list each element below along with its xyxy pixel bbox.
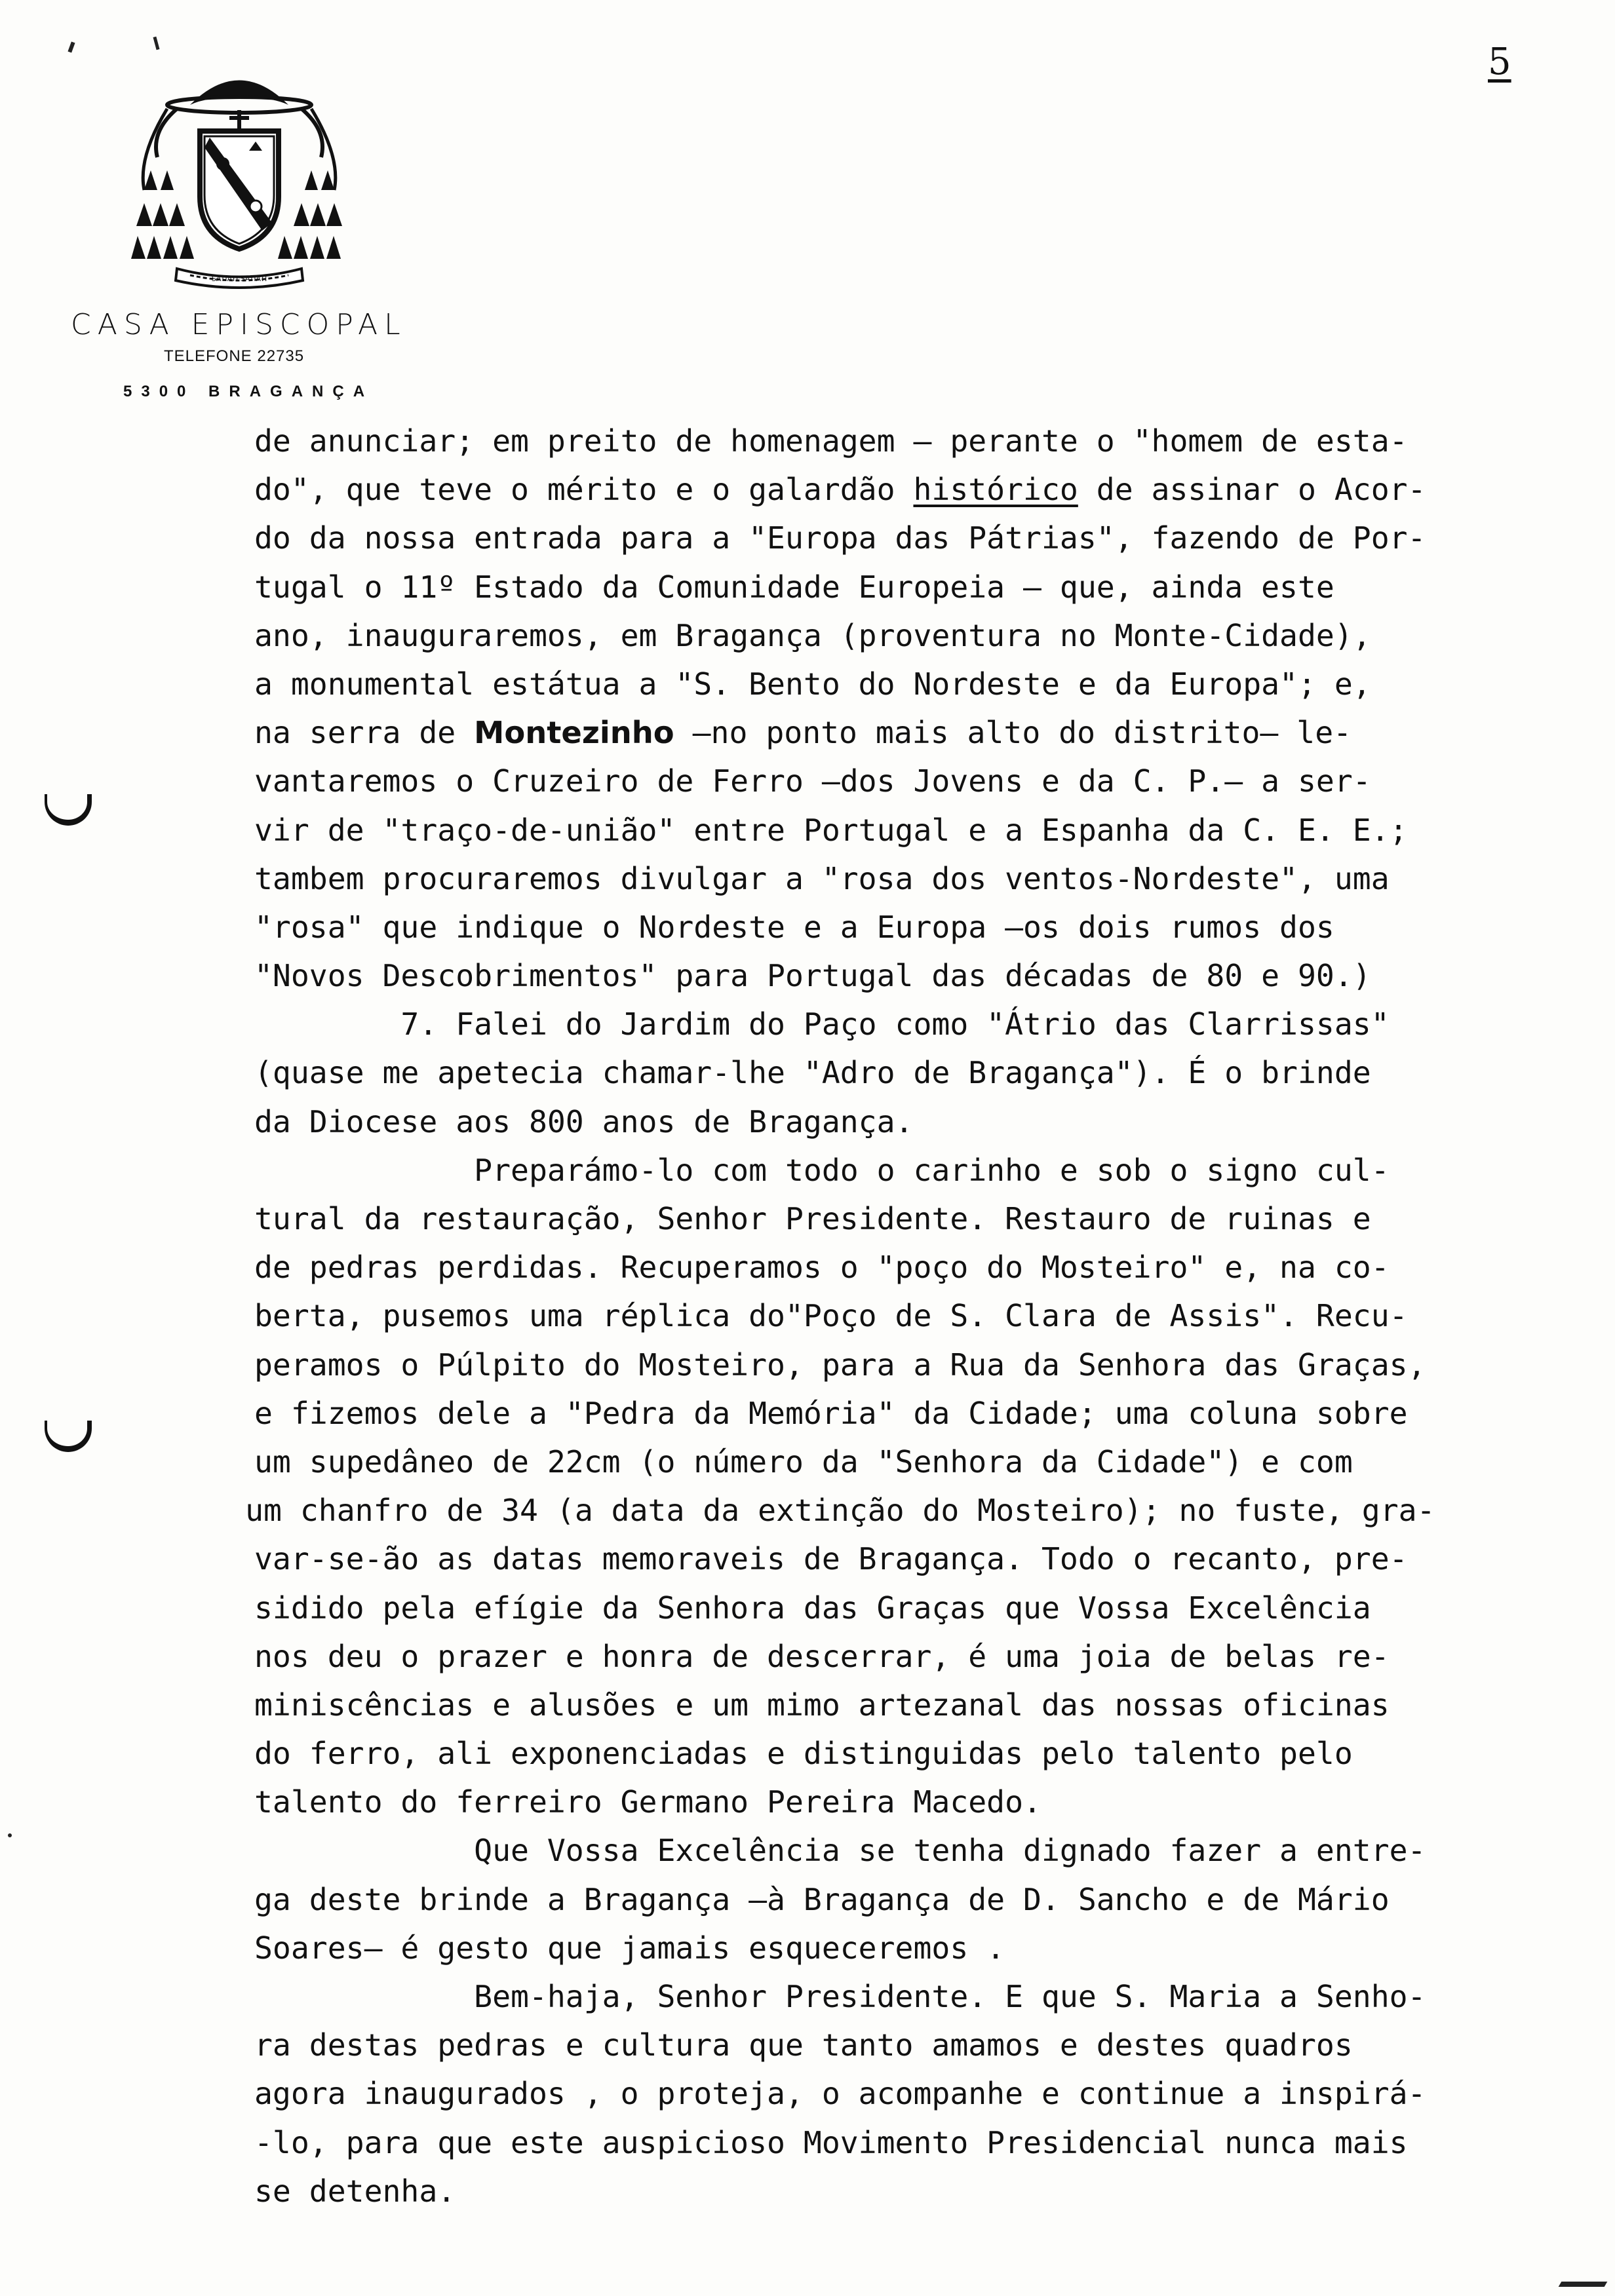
text-line xyxy=(254,1729,1513,1778)
text-line-content: da Diocese aos 800 anos de Bragança. xyxy=(254,1103,914,1139)
text-line-content: tugal o 11º Estado da Comunidade Europeia — que, ainda este xyxy=(254,569,1334,605)
text-line-content: de pedras perdidas. Recuperamos o "poço do Mosteiro" e, na co- xyxy=(254,1250,1390,1286)
text-line xyxy=(254,757,1513,805)
text-line-content: tambem procuraremos divulgar a "rosa dos ventos-Nordeste", uma xyxy=(254,860,1390,896)
text-segment: —no ponto mais alto do distrito— le- xyxy=(674,715,1352,751)
text-line-content: agora inaugurados , o proteja, o acompanhe e continue a inspirá- xyxy=(254,2076,1426,2112)
text-line xyxy=(254,1778,1513,1826)
text-line-content: nos deu o prazer e honra de descerrar, é uma joia de belas re- xyxy=(254,1638,1390,1674)
speck xyxy=(68,41,75,52)
margin-mark xyxy=(45,1421,92,1452)
text-line xyxy=(254,2069,1513,2118)
text-line-content: "rosa" que indique o Nordeste e a Europa —os dois rumos dos xyxy=(254,909,1334,945)
text-line-content: vir de "traço-de-união" entre Portugal e a Espanha da C. E. E.; xyxy=(254,812,1408,848)
text-line-content: do da nossa entrada para a "Europa das Pátrias", fazendo de Por- xyxy=(254,520,1426,556)
text-line xyxy=(254,1243,1513,1292)
text-line xyxy=(254,1681,1513,1729)
text-line-content: peramos o Púlpito do Mosteiro, para a Rua da Senhora das Graças, xyxy=(254,1347,1426,1383)
text-line xyxy=(254,417,1513,465)
text-line-content: se detenha. xyxy=(254,2173,456,2209)
text-line-content: "Novos Descobrimentos" para Portugal das décadas de 80 e 90.) xyxy=(254,958,1371,994)
text-line xyxy=(254,1292,1513,1340)
text-line xyxy=(254,806,1513,854)
text-line xyxy=(254,1048,1513,1097)
corner-smudge xyxy=(1559,2282,1608,2287)
letterhead-phone: TELEFONE 22735 xyxy=(164,347,305,365)
text-line xyxy=(254,563,1513,611)
text-line xyxy=(254,2118,1513,2167)
text-line xyxy=(254,1826,1513,1875)
letterhead-city: 5300 BRAGANÇA xyxy=(123,383,374,400)
text-segment: de assinar o Acor- xyxy=(1078,472,1426,508)
letter-body xyxy=(245,417,1513,2215)
text-line-content: um supedâneo de 22cm (o número da "Senhora da Cidade") e com xyxy=(254,1444,1353,1480)
speck xyxy=(153,37,159,50)
page-number: 5 xyxy=(1488,41,1511,83)
text-line xyxy=(254,1000,1513,1048)
bold-word: Montezinho xyxy=(474,715,674,751)
text-line xyxy=(254,2167,1513,2215)
text-line-content: tural da restauração, Senhor Presidente. Restauro de ruinas e xyxy=(254,1201,1371,1236)
text-line-content: Que Vossa Excelência se tenha dignado fazer a entre- xyxy=(254,1833,1426,1869)
text-line-content: miniscências e alusões e um mimo artezanal das nossas oficinas xyxy=(254,1687,1390,1723)
text-line-content: talento do ferreiro Germano Pereira Macedo. xyxy=(254,1784,1041,1820)
coat-of-arms-icon xyxy=(131,59,347,295)
text-line-content: a monumental estátua a "S. Bento do Nordeste e da Europa"; e, xyxy=(254,666,1371,702)
text-segment: do", que teve o mérito e o galardão xyxy=(254,472,914,508)
motto-text: SATIATI SATIATI xyxy=(211,275,267,283)
text-line xyxy=(254,1875,1513,1924)
text-line-content: (quase me apetecia chamar-lhe "Adro de Bragança"). É o brinde xyxy=(254,1055,1371,1091)
text-line xyxy=(254,1535,1513,1583)
margin-mark xyxy=(45,794,92,826)
text-line-content: Preparámo-lo com todo o carinho e sob o signo cul- xyxy=(254,1152,1390,1188)
text-line xyxy=(254,1341,1513,1389)
text-line xyxy=(254,1195,1513,1243)
text-line-content: Soares— é gesto que jamais esqueceremos . xyxy=(254,1930,1005,1966)
text-line xyxy=(254,660,1513,708)
letterhead-title: CASA EPISCOPAL xyxy=(71,308,407,341)
text-line-content: berta, pusemos uma réplica do"Poço de S. Clara de Assis". Recu- xyxy=(254,1298,1408,1334)
text-line xyxy=(254,708,1513,757)
text-line xyxy=(254,611,1513,660)
text-line-content: var-se-ão as datas memoraveis de Bragança. Todo o recanto, pre- xyxy=(254,1541,1408,1577)
text-line xyxy=(254,2021,1513,2069)
text-line-content: ga deste brinde a Bragança —à Bragança de D. Sancho e de Mário xyxy=(254,1881,1390,1917)
text-line xyxy=(254,1972,1513,2021)
text-line-content: ra destas pedras e cultura que tanto amamos e destes quadros xyxy=(254,2027,1353,2063)
text-line-content: vantaremos o Cruzeiro de Ferro —dos Jovens e da C. P.— a ser- xyxy=(254,763,1371,799)
text-line xyxy=(254,1924,1513,1972)
text-line xyxy=(254,1389,1513,1438)
text-line-content: e fizemos dele a "Pedra da Memória" da Cidade; uma coluna sobre xyxy=(254,1395,1408,1431)
text-line xyxy=(254,1438,1513,1486)
text-line xyxy=(254,854,1513,903)
text-line-content: do ferro, ali exponenciadas e distinguidas pelo talento pelo xyxy=(254,1736,1353,1772)
text-line-content: -lo, para que este auspicioso Movimento Presidencial nunca mais xyxy=(254,2124,1408,2160)
text-line-content: de anunciar; em preito de homenagem — perante o "homem de esta- xyxy=(254,423,1408,459)
text-line xyxy=(254,1146,1513,1195)
text-line-content: sidido pela efígie da Senhora das Graças que Vossa Excelência xyxy=(254,1590,1371,1626)
text-line xyxy=(254,951,1513,1000)
text-line-content: um chanfro de 34 (a data da extinção do Mosteiro); no fuste, gra- xyxy=(245,1493,1435,1529)
text-line xyxy=(254,1632,1513,1681)
text-line xyxy=(254,1098,1513,1146)
text-line-content: 7. Falei do Jardim do Paço como "Átrio das Clarrissas" xyxy=(254,1006,1390,1043)
speck xyxy=(8,1833,12,1837)
text-line xyxy=(245,1486,1513,1535)
text-line xyxy=(254,514,1513,562)
text-segment: na serra de xyxy=(254,715,475,751)
text-line-content: Bem-haja, Senhor Presidente. E que S. Maria a Senho- xyxy=(254,1979,1426,2014)
underlined-word: histórico xyxy=(913,472,1078,508)
text-line xyxy=(254,903,1513,951)
text-line-content: ano, inauguraremos, em Bragança (proventura no Monte-Cidade), xyxy=(254,617,1371,653)
text-line xyxy=(254,465,1513,514)
text-line xyxy=(254,1584,1513,1632)
